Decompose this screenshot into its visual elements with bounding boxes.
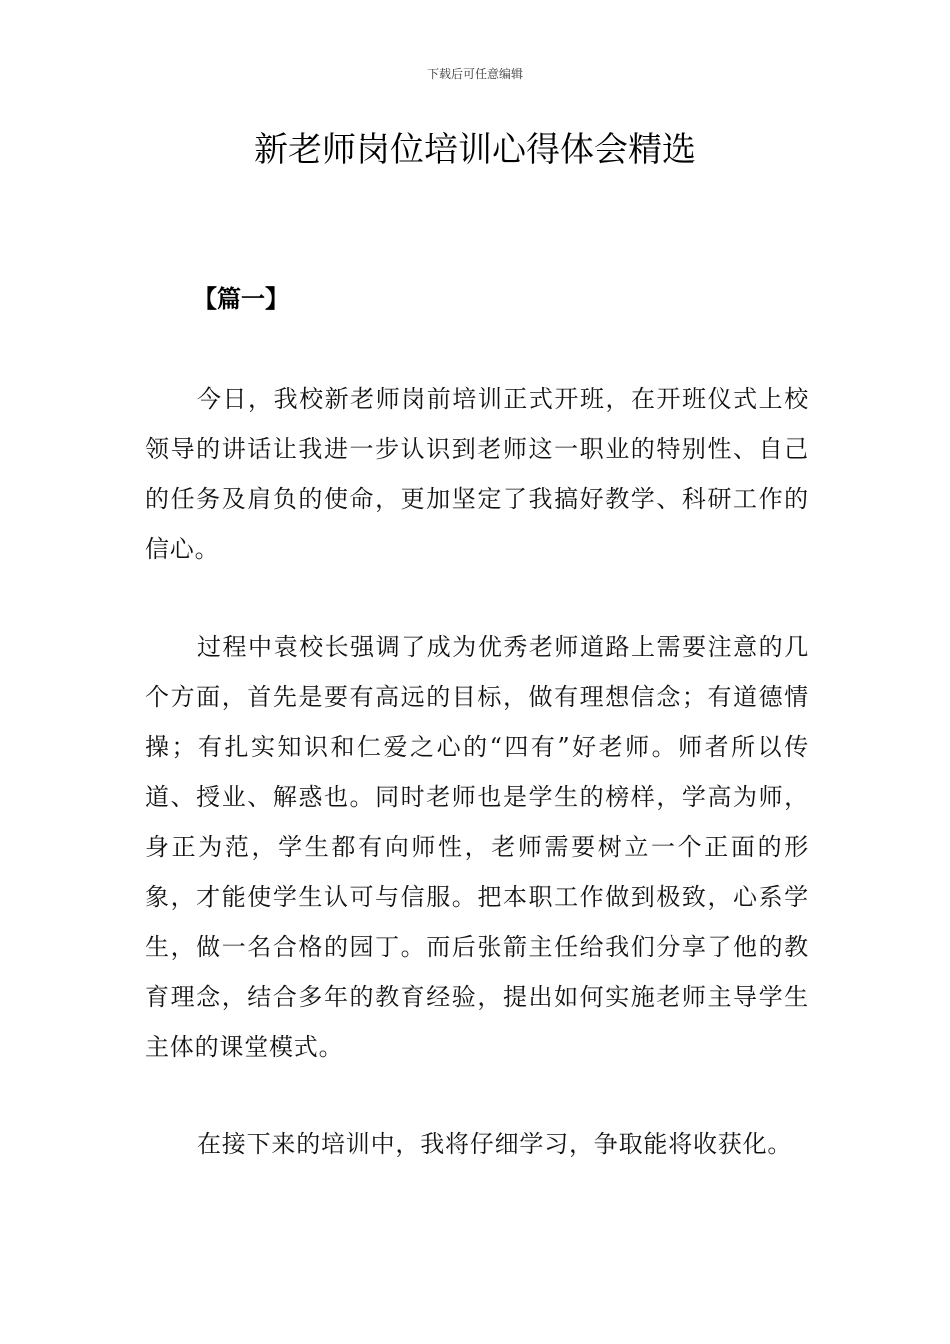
section-label: 【篇一】	[193, 285, 289, 313]
paragraph-3: 在接下来的培训中，我将仔细学习，争取能将收获化。	[197, 1130, 793, 1158]
paragraph-2: 过程中袁校长强调了成为优秀老师道路上需要注意的几个方面，首先是要有高远的目标，做有理想信念；有道德情操；有扎实知识和仁爱之心的“四有”好老师。师者所以传道、授业、解惑也。同时老师也是学生的榜样，学高为师，身正为范，学生都有向师性，老师需要树立一个正面的形象，才能使学生认可与信服。把本职工作做到极致，心系学生，做一名合格的园丁。而后张箭主任给我们分享了他的教育理念，结合多年的教育经验，提出如何实施老师主导学生主体的课堂模式。	[145, 633, 809, 1061]
paragraph-1: 今日，我校新老师岗前培训正式开班，在开班仪式上校领导的讲话让我进一步认识到老师这一职业的特别性、自己的任务及肩负的使命，更加坚定了我搞好教学、科研工作的信心。	[145, 385, 809, 563]
document-title: 新老师岗位培训心得体会精选	[254, 130, 696, 170]
header-note: 下载后可任意编辑	[426, 67, 523, 81]
